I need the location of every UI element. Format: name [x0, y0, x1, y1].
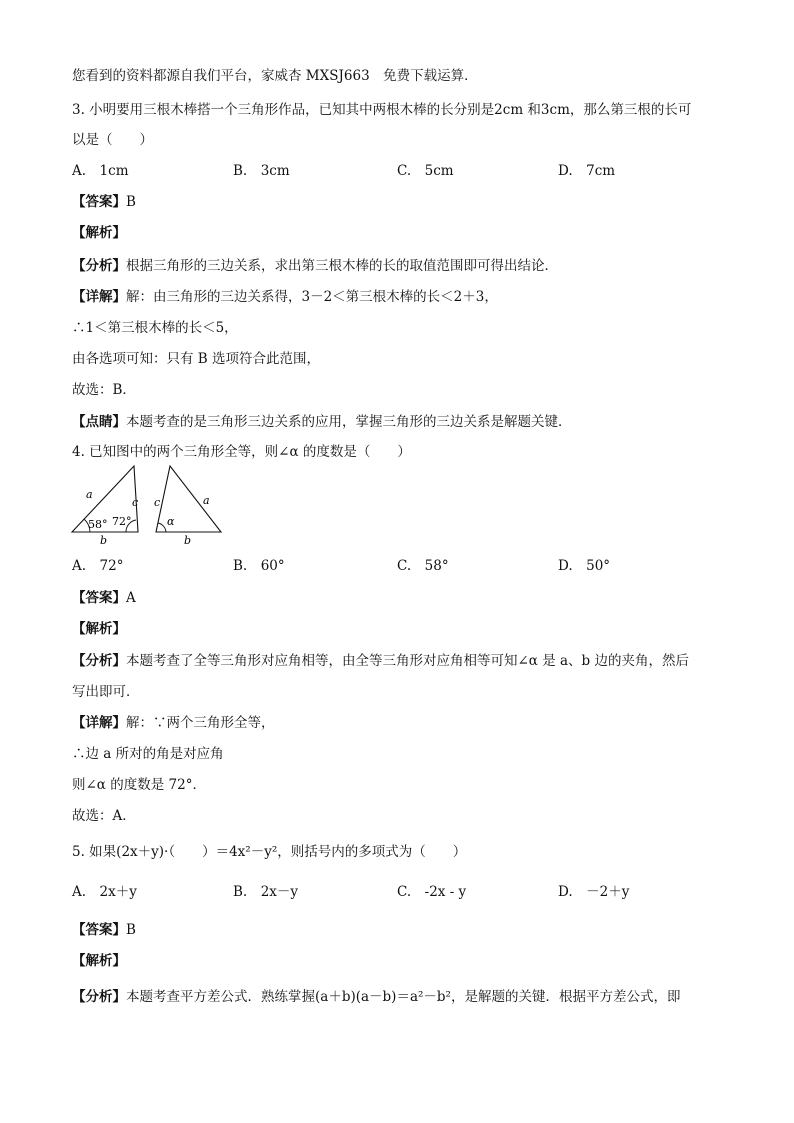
detail-text: 解：∵两个三角形全等， — [126, 715, 275, 731]
answer-tag: 【答案】 — [72, 590, 126, 606]
q3-answer — [72, 192, 136, 212]
detail-tag: 【详解】 — [72, 715, 126, 731]
q3-option-c: C. 5cm — [397, 163, 454, 179]
triangle-2 — [156, 466, 221, 532]
q3-line3: 由各选项可知：只有 B 选项符合此范围， — [72, 351, 321, 367]
dianjing-tag: 【点睛】 — [72, 414, 126, 430]
t2-angle-label: α — [167, 515, 175, 528]
triangles-diagram — [66, 462, 236, 548]
t1-side-a-label: a — [86, 488, 93, 501]
triangle-2-angle-arc — [158, 523, 166, 532]
t1-angle-left-label: 58° — [88, 518, 108, 531]
q4-option-c: C. 58° — [397, 558, 449, 574]
q4-line2: ∴边 a 所对的角是对应角 — [72, 746, 224, 762]
q3-line2: ∴1＜第三根木棒的长＜5， — [72, 320, 238, 336]
answer-value: B — [126, 194, 136, 210]
fenxi-text: 根据三角形的三边关系，求出第三根木棒的长的取值范围即可得出结论． — [126, 258, 558, 274]
q4-detail — [72, 713, 275, 733]
q3-fenxi — [72, 256, 558, 276]
t1-side-b-label: b — [100, 534, 108, 547]
q4-line4: 故选：A． — [72, 808, 136, 824]
t1-side-c-label: c — [132, 496, 139, 509]
answer-tag: 【答案】 — [72, 922, 126, 938]
t2-side-c-label: c — [154, 496, 161, 509]
answer-value: B — [126, 922, 136, 938]
q4-fenxi-line2: 写出即可． — [72, 684, 140, 700]
t2-side-b-label: b — [184, 534, 192, 547]
detail-tag: 【详解】 — [72, 289, 126, 305]
fenxi-tag: 【分析】 — [72, 653, 126, 669]
header-note: 您看到的资料都源自我们平台，家威杏 MXSJ663 免费下载运算． — [72, 68, 478, 84]
q5-option-b: B. 2x－y — [233, 884, 299, 900]
q3-option-b: B. 3cm — [233, 163, 290, 179]
q4-option-b: B. 60° — [233, 558, 285, 574]
q3-stem-line2: 以是（ ） — [72, 132, 153, 148]
q4-option-a: A. 72° — [72, 558, 124, 574]
q4-line3: 则∠α 的度数是 72°． — [72, 777, 206, 793]
fenxi-tag: 【分析】 — [72, 258, 126, 274]
dianjing-text: 本题考查的是三角形三边关系的应用，掌握三角形的三边关系是解题关键． — [126, 414, 572, 430]
detail-text: 解：由三角形的三边关系得，3－2＜第三根木棒的长＜2＋3， — [126, 289, 498, 305]
q3-line4: 故选：B． — [72, 382, 136, 398]
q5-option-d: D. －2＋y — [558, 884, 630, 900]
q4-stem: 4. 已知图中的两个三角形全等，则∠α 的度数是（ ） — [72, 444, 411, 460]
q3-option-d: D. 7cm — [558, 163, 616, 179]
q5-option-a: A. 2x＋y — [72, 884, 137, 900]
t2-side-a-label: a — [203, 494, 210, 507]
fenxi-text: 本题考查平方差公式．熟练掌握(a＋b)(a－b)＝a²－b²，是解题的关键．根据平方差公式，即 — [126, 989, 681, 1005]
fenxi-tag: 【分析】 — [72, 989, 126, 1005]
q3-analysis-tag: 【解析】 — [72, 225, 126, 241]
q3-stem-line1: 3. 小明要用三根木棒搭一个三角形作品，已知其中两根木棒的长分别是2cm 和3cm，那么第三根的长可 — [72, 102, 692, 118]
q5-option-c: C. -2x - y — [397, 884, 467, 900]
q3-option-a: A. 1cm — [72, 163, 129, 179]
q5-analysis-tag: 【解析】 — [72, 953, 126, 969]
q5-fenxi — [72, 987, 680, 1007]
q5-stem: 5. 如果(2x＋y)·（ ）＝4x²－y²，则括号内的多项式为（ ） — [72, 844, 467, 860]
q3-detail — [72, 287, 498, 307]
q3-dianjing — [72, 412, 572, 432]
t1-angle-right-label: 72° — [112, 515, 132, 528]
triangles-figure — [66, 462, 236, 552]
answer-tag: 【答案】 — [72, 194, 126, 210]
q4-answer — [72, 588, 136, 608]
q4-fenxi-line1 — [72, 651, 689, 671]
q5-answer — [72, 920, 136, 940]
q4-analysis-tag: 【解析】 — [72, 621, 126, 637]
answer-value: A — [126, 590, 136, 606]
fenxi-text: 本题考查了全等三角形对应角相等，由全等三角形对应角相等可知∠α 是 a、b 边的夹角，然后 — [126, 653, 689, 669]
q4-option-d: D. 50° — [558, 558, 611, 574]
